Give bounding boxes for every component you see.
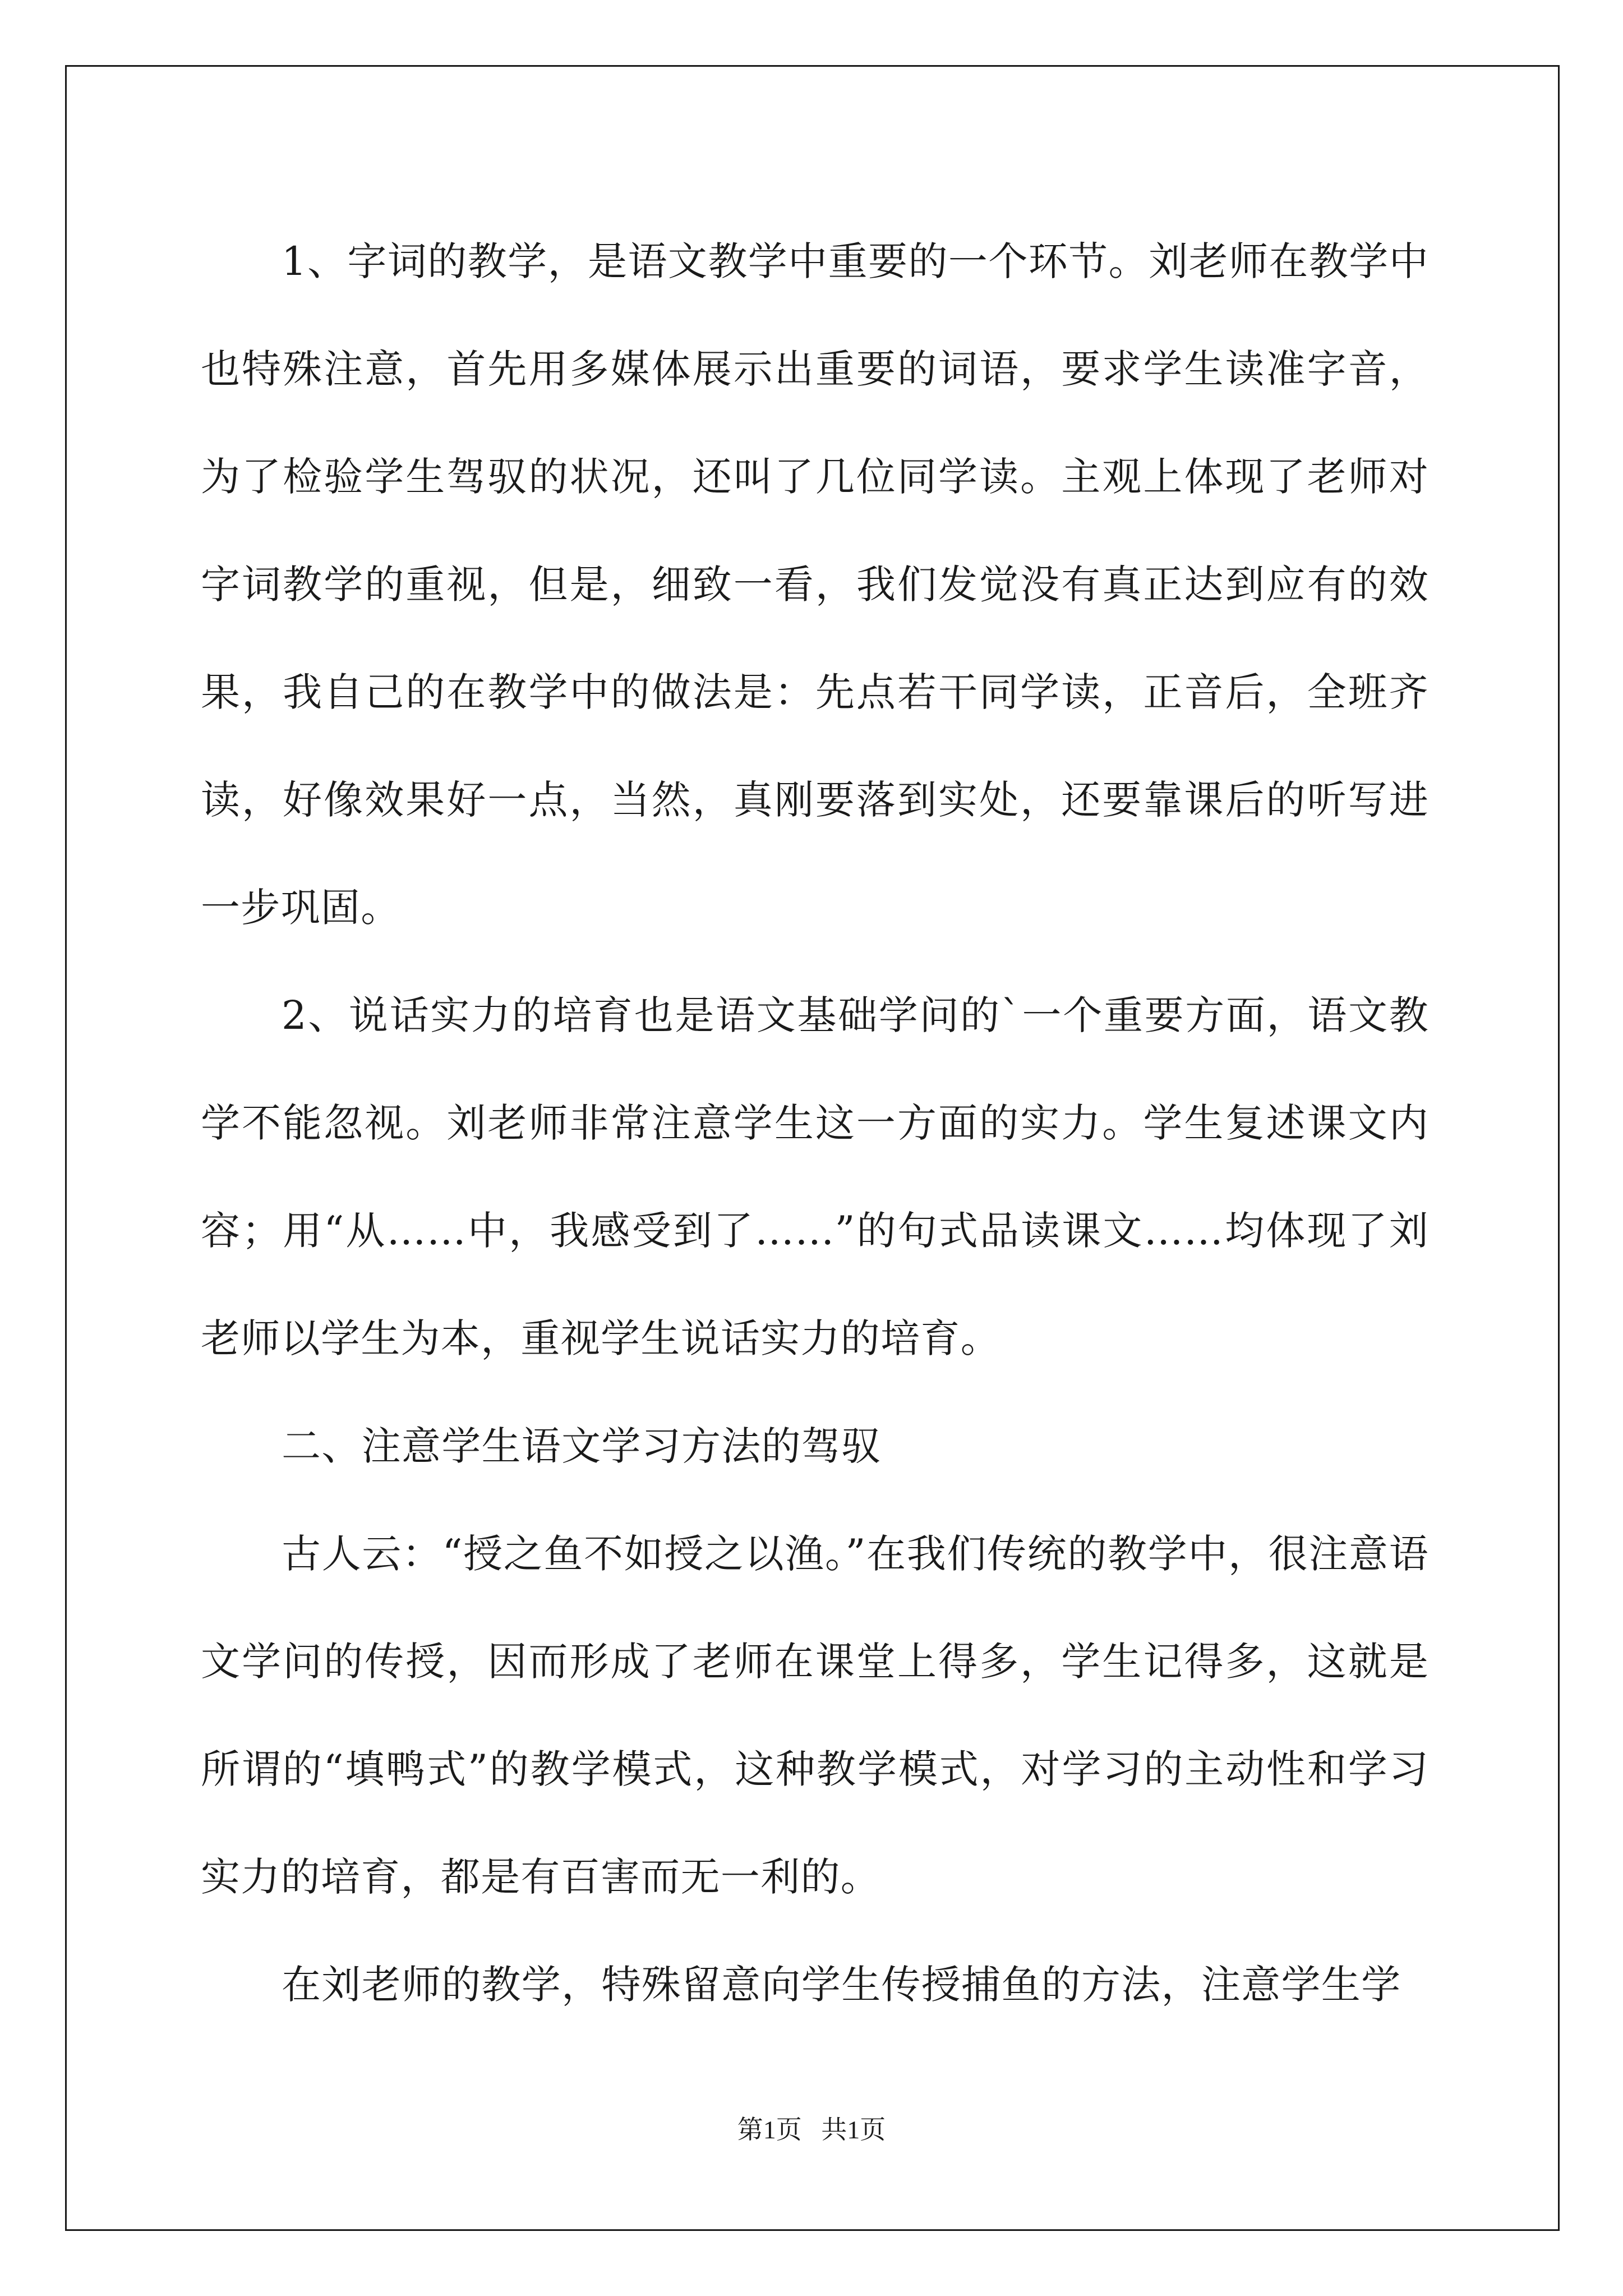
- paragraph-3: 古人云：“授之鱼不如授之以渔。”在我们传统的教学中，很注意语文学问的传授，因而形成了老师在课堂上得多，学生记得多，这就是所谓的“填鸭式”的教学模式，这种教学模式，对学习的主动性和学习实力的培育，都是有百害而无一利的。: [201, 1531, 1429, 1900]
- paragraph-2: 2、说话实力的培育也是语文基础学问的`一个重要方面，语文教学不能忽视。刘老师非常注意学生这一方面的实力。学生复述课文内容；用“从……中，我感受到了……”的句式品读课文……均体现了刘老师以学生为本，重视学生说话实力的培育。: [201, 992, 1429, 1361]
- page-footer: 第1页 共1页: [737, 2115, 886, 2144]
- document-body: [201, 208, 1429, 2039]
- section-heading: 二、注意学生语文学习方法的驾驭: [282, 1423, 882, 1469]
- paragraph-4: 在刘老师的教学，特殊留意向学生传授捕鱼的方法，注意学生学: [282, 1962, 1401, 2008]
- paragraph-1: 1、字词的教学，是语文教学中重要的一个环节。刘老师在教学中也特殊注意，首先用多媒体展示出重要的词语，要求学生读准字音，为了检验学生驾驭的状况，还叫了几位同学读。主观上体现了老师对字词教学的重视，但是，细致一看，我们发觉没有真正达到应有的效果，我自己的在教学中的做法是：先点若干同学读，正音后，全班齐读，好像效果好一点，当然，真刚要落到实处，还要靠课后的听写进一步巩固。: [201, 238, 1429, 931]
